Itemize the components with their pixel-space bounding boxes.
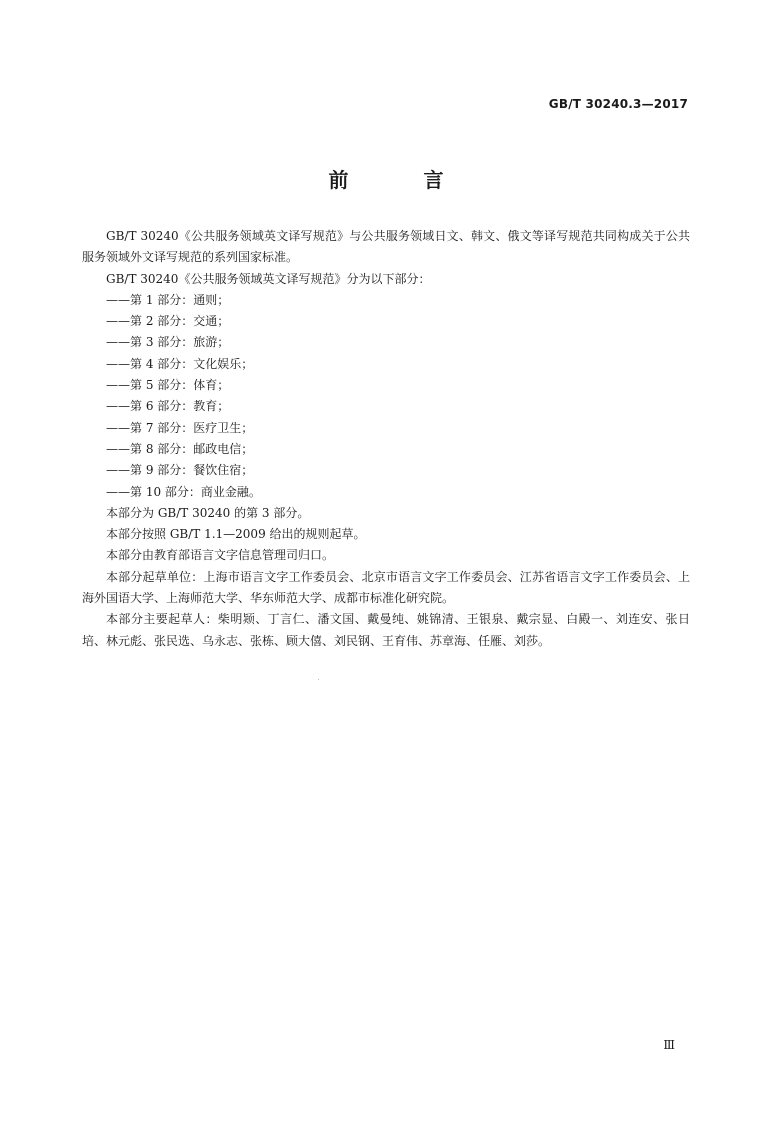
intro-paragraph: GB/T 30240《公共服务领域英文译写规范》与公共服务领域日文、韩文、俄文等译写规范共同构成关于公共服务领域外文译写规范的系列国家标准。 [82,229,690,265]
closing-paragraph: 本部分按照 GB/T 1.1—2009 给出的规则起草。 [106,527,366,542]
list-item: ——第 8 部分：邮政电信； [106,441,254,456]
list-item: ——第 4 部分：文化娱乐； [106,356,254,371]
list-item: ——第 5 部分：体育； [106,378,230,393]
closing-paragraph: 本部分为 GB/T 30240 的第 3 部分。 [106,505,310,520]
list-item: ——第 10 部分：商业金融。 [106,484,261,499]
page-number: Ⅲ [663,1038,675,1052]
intro-paragraph: GB/T 30240《公共服务领域英文译写规范》分为以下部分： [106,271,431,286]
standard-code: GB/T 30240.3—2017 [548,97,688,111]
foreword-body [82,226,690,652]
list-item: ——第 1 部分：通则； [106,292,230,307]
list-item: ——第 6 部分：教育； [106,399,230,414]
list-item: ——第 2 部分：交通； [106,314,230,329]
drafters-paragraph: 本部分主要起草人：柴明颎、丁言仁、潘文国、戴曼纯、姚锦清、王银泉、戴宗显、白殿一、刘连安、张日培、林元彪、张民选、乌永志、张栋、顾大僖、刘民钢、王育伟、苏章海、任雁、刘莎。 [82,612,690,648]
scan-speck [318,679,319,680]
list-item: ——第 7 部分：医疗卫生； [106,420,254,435]
drafting-units-paragraph: 本部分起草单位：上海市语言文字工作委员会、北京市语言文字工作委员会、江苏省语言文字工作委员会、上海外国语大学、上海师范大学、华东师范大学、成都市标准化研究院。 [82,569,690,606]
page-title: 前 言 [328,168,478,192]
parts-list [82,290,690,503]
list-item: ——第 3 部分：旅游； [106,335,230,350]
closing-paragraph: 本部分由教育部语言文字信息管理司归口。 [106,548,335,563]
list-item: ——第 9 部分：餐饮住宿； [106,463,254,478]
